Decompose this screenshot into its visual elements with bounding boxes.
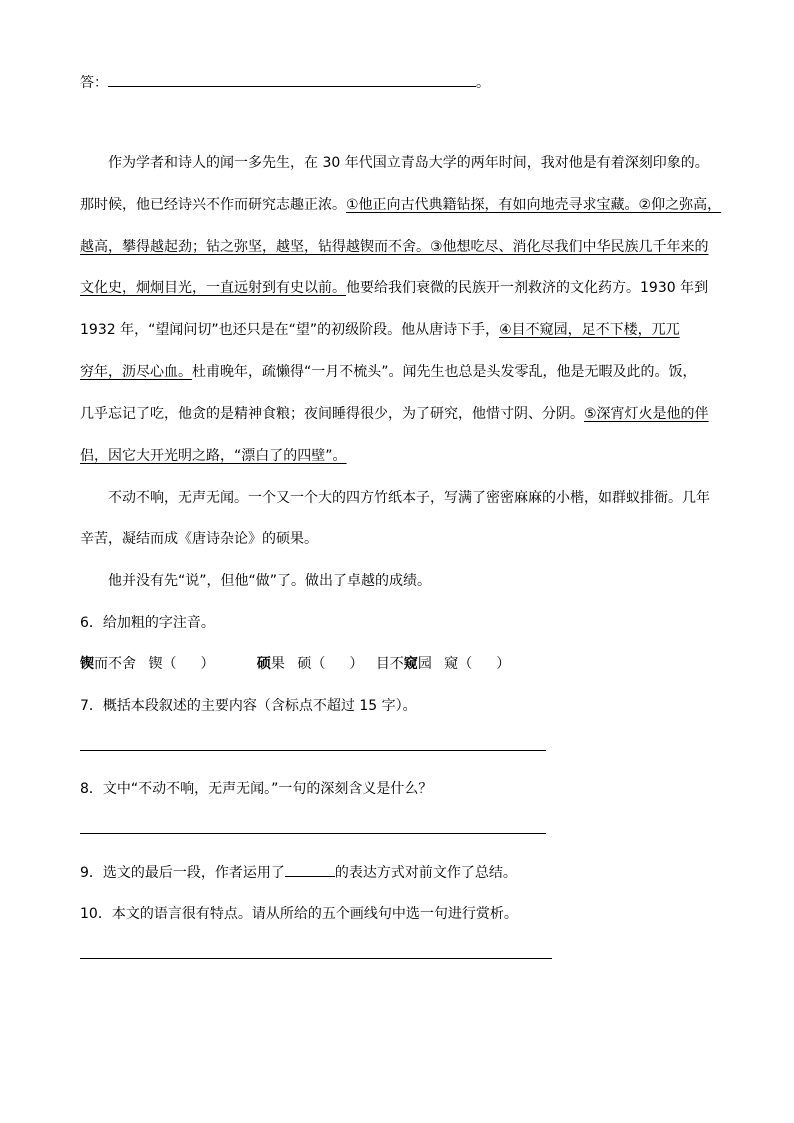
word-3-pre: 目不 — [375, 656, 404, 672]
passage-text: 杜甫晚年，疏懒得“一月不梳头”。闻先生也总是头发零乱，他是无暇及此的。饭， — [192, 364, 697, 380]
passage-text: 几乎忘记了吃，他贪的是精神食粮；夜间睡得很少，为了研究，他惜寸阴、分阴。 — [80, 406, 584, 422]
passage-p1-line5 — [80, 320, 680, 340]
bold-char-1: 锲 — [80, 656, 94, 672]
bold-char-3: 窥 — [403, 656, 418, 672]
passage-p2-line2: 辛苦，凝结而成《唐诗杂论》的硕果。 — [80, 531, 318, 547]
answer-line — [80, 72, 490, 93]
question-9-blank[interactable] — [285, 862, 335, 877]
passage-p1-line3: 越高，攀得越起劲；钻之弥坚，越坚，钻得越锲而不舍。③他想吃尽、消化尽我们中华民族几千年来的 — [80, 239, 709, 255]
passage-p1-line4 — [80, 278, 708, 298]
pinyin-slot-3-open: 窥（ — [444, 656, 473, 672]
passage-text: 那时候，他已经诗兴不作而研究志趣正浓。 — [80, 197, 346, 213]
answer-end: 。 — [476, 75, 490, 91]
passage-text: 1932 年，“望闻问切”也还只是在“望”的初级阶段。他从唐诗下手， — [80, 322, 500, 338]
passage-p1-line2 — [80, 195, 721, 215]
question-9 — [80, 862, 517, 883]
passage-text: 他要给我们衰微的民族开一剂救济的文化药方。1930 年到 — [346, 280, 709, 296]
passage-p1-line1: 作为学者和诗人的闻一多先生，在 30 年代国立青岛大学的两年时间，我对他是有着深刻印象的。 — [108, 155, 709, 171]
question-6: 6．给加粗的字注音。 — [80, 615, 215, 631]
answer-line-q10[interactable] — [80, 958, 552, 959]
passage-p3: 他并没有先“说”，但他“做”了。做出了卓越的成绩。 — [108, 573, 432, 589]
word-2-rest: 果 — [270, 656, 285, 672]
pinyin-slot-2-close: ） — [349, 656, 364, 672]
passage-p2-line1: 不动不响，无声无闻。一个又一个大的四方竹纸本子，写满了密密麻麻的小楷，如群蚁排衙。几年 — [108, 490, 710, 506]
question-7: 7．概括本段叙述的主要内容（含标点不超过 15 字）。 — [80, 698, 417, 714]
underlined-sentence-4: ④目不窥园，足不下楼，兀兀 — [499, 322, 680, 338]
passage-p1-line6 — [80, 362, 697, 382]
answer-label: 答： — [80, 75, 108, 91]
pinyin-slot-1-open: 锲（ — [148, 656, 177, 672]
underlined-sentence-4-cont: 穷年，沥尽心血。 — [80, 364, 192, 380]
question-9-text-b: 的表达方式对前文作了总结。 — [334, 865, 517, 881]
pinyin-slot-1-close: ） — [200, 656, 215, 672]
passage-p1-line8: 侣，因它大开光明之路，“漂白了的四壁”。 — [80, 448, 347, 464]
answer-line-q7[interactable] — [80, 750, 546, 751]
answer-blank[interactable] — [108, 72, 476, 87]
underlined-sentence-3: 文化史，炯炯目光，一直远射到有史以前。 — [80, 280, 346, 296]
underlined-sentence-1-2: ①他正向古代典籍钻探，有如向地壳寻求宝藏。②仰之弥高， — [346, 197, 722, 213]
word-3-rest: 园 — [417, 656, 432, 672]
underlined-sentence-5: ⑤深宵灯火是他的伴 — [584, 406, 709, 422]
question-10: 10．本文的语言很有特点。请从所给的五个画线句中选一句进行赏析。 — [80, 906, 518, 922]
bold-char-2: 硕 — [256, 656, 271, 672]
question-8: 8．文中“不动不响，无声无闻。”一句的深刻含义是什么？ — [80, 781, 433, 797]
pinyin-slot-2-open: 硕（ — [297, 656, 326, 672]
question-9-text-a: 9．选文的最后一段，作者运用了 — [80, 865, 285, 881]
answer-line-q8[interactable] — [80, 833, 546, 834]
question-6-items — [80, 654, 510, 674]
pinyin-slot-3-close: ） — [496, 656, 511, 672]
passage-p1-line7 — [80, 404, 709, 424]
word-1-rest: 而不舍 — [94, 656, 136, 672]
